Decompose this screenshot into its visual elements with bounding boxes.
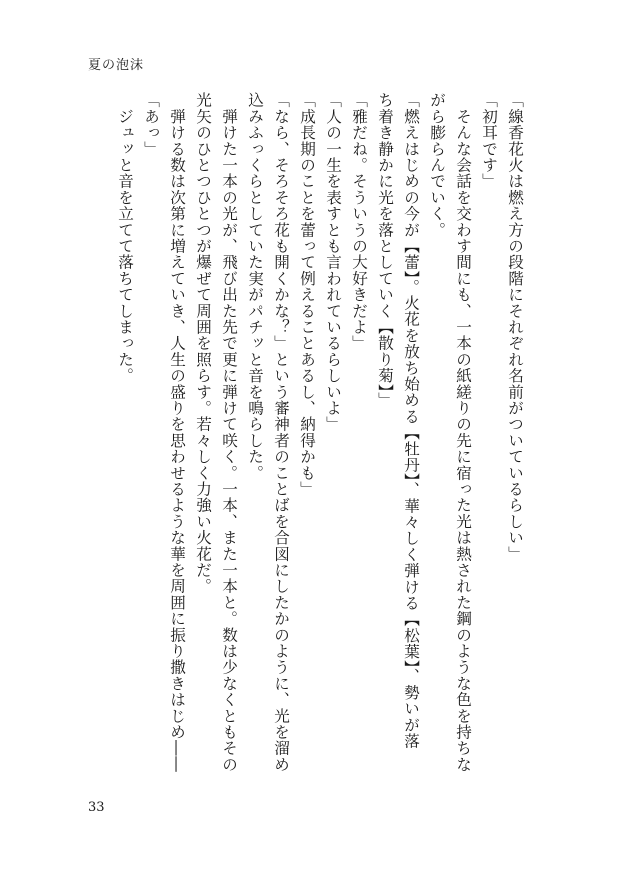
text-line: 「あっ」 <box>142 92 160 157</box>
text-line: 込みふっくらとしていた実がパチッと音を鳴らした。 <box>246 92 264 481</box>
text-line: 弾けた一本の光が、飛び出た先で更に弾けて咲く。一本、また一本と。数は少なくともその <box>220 92 238 773</box>
text-line: 「雅だね。そういうの大好きだよ」 <box>350 92 368 352</box>
text-line: そんな会話を交わす間にも、一本の紙縒りの先に宿った光は熱された鋼のような色を持ちな <box>454 92 472 773</box>
text-line: がら膨らんでいく。 <box>428 92 446 238</box>
text-line: 光矢のひとつひとつが爆ぜて周囲を照らす。若々しく力強い火花だ。 <box>194 92 212 595</box>
text-line: 「なら、そろそろ花も開くかな？」という審神者のことばを合図にしたかのように、光を溜め <box>272 92 290 773</box>
body-text <box>108 92 528 782</box>
text-line: ち着き静かに光を落としていく【散り菊】」 <box>376 92 394 409</box>
text-line: 弾ける数は次第に増えていき、人生の盛りを思わせるような華を周囲に振り撒きはじめ―― <box>168 92 186 773</box>
page-number: 33 <box>88 800 105 815</box>
text-line: 「初耳です」 <box>480 92 498 190</box>
text-line: 「燃えはじめの今が【蕾】。火花を放ち始める【牡丹】、華々しく弾ける【松葉】、勢いが落 <box>402 92 420 749</box>
text-line: ジュッと音を立てて落ちてしまった。 <box>116 92 134 384</box>
running-header-title: 夏の泡沫 <box>88 58 145 73</box>
text-line: 「人の一生を表すとも言われているらしいよ」 <box>324 92 342 433</box>
text-line: 「成長期のことを蕾って例えることあるし、納得かも」 <box>298 92 316 497</box>
text-line: 「線香花火は燃え方の段階にそれぞれ名前がついているらしい」 <box>506 92 524 562</box>
